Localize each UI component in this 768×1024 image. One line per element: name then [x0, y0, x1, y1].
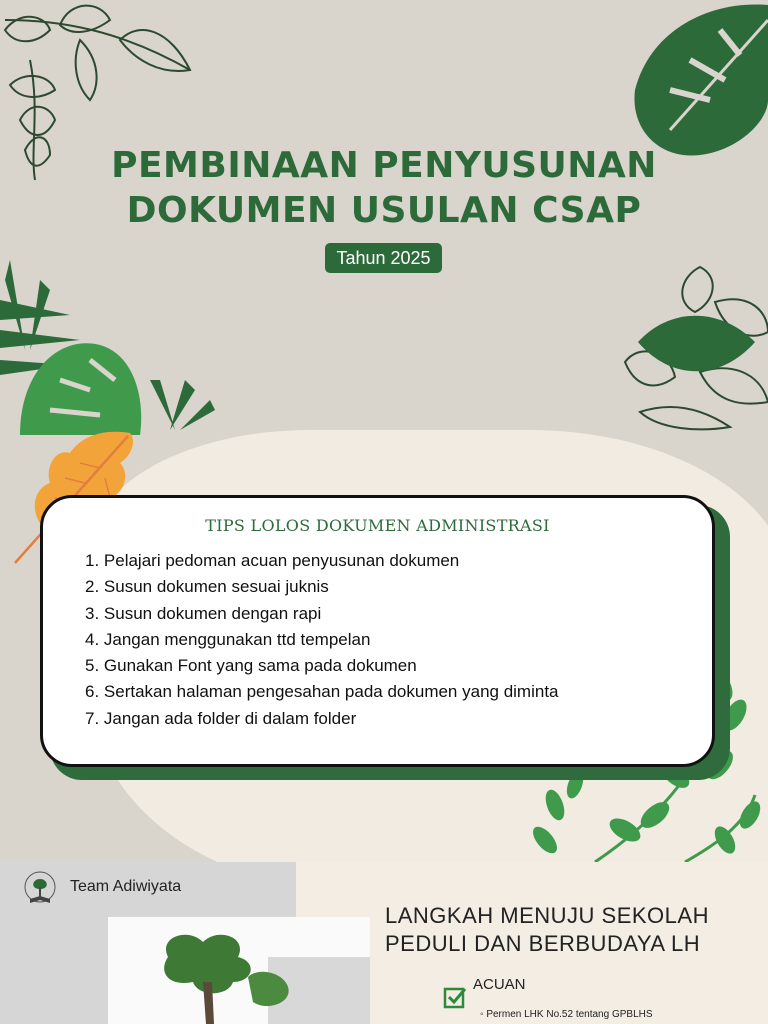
steps-heading	[385, 902, 709, 958]
tree-photo	[108, 917, 370, 1024]
tips-card	[40, 495, 715, 767]
tip-item: 5. Gunakan Font yang sama pada dokumen	[85, 656, 417, 676]
steps-heading-line-1: LANGKAH MENUJU SEKOLAH	[385, 903, 709, 928]
title-line-2: DOKUMEN USULAN CSAP	[126, 190, 642, 231]
tip-item: 3. Susun dokumen dengan rapi	[85, 603, 322, 623]
tips-list	[85, 548, 559, 732]
check-box-icon	[443, 985, 467, 1009]
tip-item: 7. Jangan ada folder di dalam folder	[85, 708, 357, 728]
tip-item: 4. Jangan menggunakan ttd tempelan	[85, 629, 371, 649]
steps-heading-line-2: PEDULI DAN BERBUDAYA LH	[385, 931, 701, 956]
acuan-item: ◦ Permen LHK No.52 tentang GPBLHS	[480, 1009, 653, 1020]
title-line-1: PEMBINAAN PENYUSUNAN	[111, 145, 657, 186]
adiwiyata-logo-icon	[22, 869, 58, 907]
tip-item: 2. Susun dokumen sesuai juknis	[85, 577, 329, 597]
card-title: TIPS LOLOS DOKUMEN ADMINISTRASI	[205, 516, 550, 535]
acuan-label: ACUAN	[473, 976, 526, 993]
tip-item: 6. Sertakan halaman pengesahan pada dokumen yang diminta	[85, 682, 559, 702]
tree-icon	[108, 917, 370, 1024]
tip-item: 1. Pelajari pedoman acuan penyusunan dokumen	[85, 551, 460, 570]
acuan-item-text: Permen LHK No.52 tentang GPBLHS	[486, 1009, 653, 1020]
leaf-cluster-icon	[620, 262, 768, 432]
monstera-icon	[630, 0, 768, 160]
year-badge: Tahun 2025	[325, 243, 442, 273]
team-label: Team Adiwiyata	[70, 878, 182, 895]
palm-leaf-icon	[0, 260, 220, 435]
